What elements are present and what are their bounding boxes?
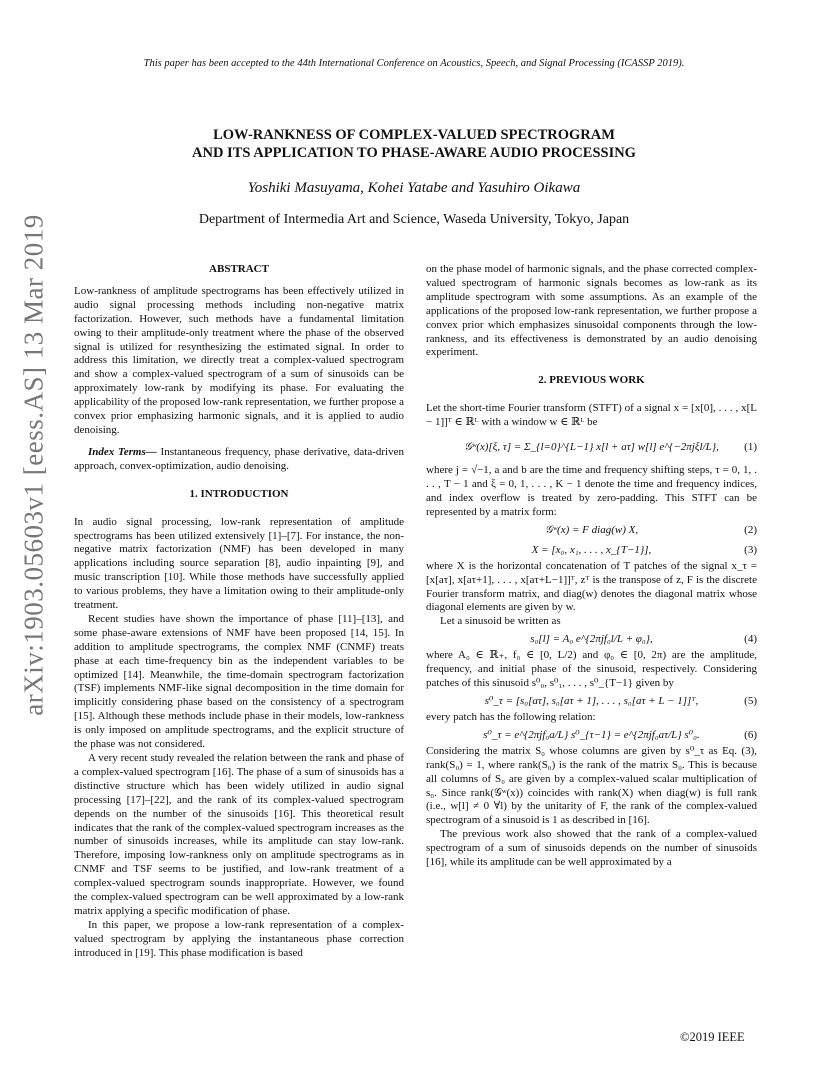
title-line-1: LOW-RANKNESS OF COMPLEX-VALUED SPECTROGRAM <box>213 127 615 143</box>
authors: Yoshiki Masuyama, Kohei Yatabe and Yasuhiro Oikawa <box>247 180 581 196</box>
index-terms <box>74 446 404 474</box>
intro-continuation: on the phase model of harmonic signals, and the phase corrected complex-valued spectrogram of harmonic signals becomes as low-rank as its amplitude spectrogram with some assumptions. As an example of the applications of the proposed low-rank representation, we further propose a convex prior which emphasizes sinusoidal components through the low-rankness, and its effectiveness is demonstrated by an audio denoising experiment. <box>426 263 757 359</box>
arxiv-sidebar-stamp <box>12 214 56 716</box>
introduction-heading: 1. INTRODUCTION <box>189 487 289 500</box>
equation-3-body: X = [x₀, x₁, . . . , x_{T−1}], <box>531 543 652 556</box>
equation-2 <box>426 520 757 540</box>
equation-3 <box>426 540 757 560</box>
right-column <box>426 263 757 870</box>
intro-paragraph: Recent studies have shown the importance of phase [11]–[13], and some phase-aware extensions of NMF have been proposed [14, 15]. In addition to amplitude spectrograms, the complex NMF (CNMF) treats phase at each time-frequency bin as the independent variables to be optimized [14]. Meanwhile, the time-domain spectrogram factorization (TSF) implements NMF-like signal decomposition in the time domain for implicitly considering phase based on the consistency of a spectrogram [15]. Although these methods include phase in their models, low-rankness is only imposed on amplitude spectrograms, and the explicit structure of the phase was not considered. <box>74 612 404 751</box>
intro-paragraph: In this paper, we propose a low-rank representation of a complex-valued spectrogram by applying the instantaneous phase correction introduced in [19]. This phase modification is based <box>74 918 404 959</box>
body-paragraph: where A₀ ∈ ℝ₊, f₀ ∈ [0, L/2) and φ₀ ∈ [0, 2π) are the amplitude, frequency, and initial phase of the sinusoid, respectively. Considering patches of this sinusoid s⁰₀, s⁰₁, . . . , s⁰_{T−1} given by <box>426 649 757 690</box>
equation-4-body: s₀[l] = A₀ e^{2πjf₀l/L + φ₀}, <box>530 633 653 646</box>
equation-1-number: (1) <box>744 441 757 454</box>
paper-title <box>0 126 828 162</box>
arxiv-id: arXiv:1903.05603v1 [eess.AS] 13 Mar 2019 <box>18 214 49 716</box>
equation-4-number: (4) <box>744 633 757 646</box>
intro-paragraph: In audio signal processing, low-rank representation of amplitude spectrograms has been utilized extensively [1]–[7]. For instance, the non-negative matrix factorization (NMF) has been developed in many applications including source separation [8], audio inpainting [9], and music transcription [10]. While those methods have successfully applied to various problems, they have a limitation owing to their amplitude-only treatment. <box>74 515 404 612</box>
left-column <box>74 263 404 961</box>
previous-work-heading: 2. PREVIOUS WORK <box>538 374 645 387</box>
abstract-heading: ABSTRACT <box>209 263 269 275</box>
body-paragraph: Considering the matrix S₀ whose columns are given by s⁰_τ as Eq. (3), rank(S₀) = 1, where rank(S₀) is the rank of the matrix S₀. This is because all columns of S₀ are given by a complex-valued scalar multiplication of s₀. Since rank(𝒢ʷ(x)) coincides with rank(X) when diag(w) is full rank (i.e., w[l] ≠ 0 ∀l) by the unitarity of F, the rank of the complex-valued spectrogram of a sinusoid is 1 as described in [16]. <box>426 744 757 827</box>
equation-5-body: s⁰_τ = [s₀[aτ], s₀[aτ + 1], . . . , s₀[aτ + L − 1]]ᵀ, <box>484 694 699 707</box>
equation-5 <box>426 691 757 711</box>
index-terms-label: Index Terms— <box>88 445 157 458</box>
equation-3-number: (3) <box>744 543 757 556</box>
equation-2-number: (2) <box>744 523 757 536</box>
abstract-text: Low-rankness of amplitude spectrograms has been effectively utilized in audio signal processing methods including non-negative matrix factorization. However, such methods have a fundamental limitation owing to their amplitude-only treatment where the phase of the observed signal is utilized for resynthesizing the estimated signal. In order to address this limitation, we directly treat a complex-valued spectrogram and show a complex-valued spectrogram of a sum of sinusoids can be approximately low-rank by modifying its phase. For evaluating the applicability of the proposed low-rank representation, we further propose a convex prior emphasizing harmonic signals, and it is applied to audio denoising. <box>74 284 404 436</box>
equation-6-body: s⁰_τ = e^{2πjf₀a/L} s⁰_{τ−1} = e^{2πjf₀aτ/L} s⁰₀. <box>483 728 700 741</box>
body-paragraph: every patch has the following relation: <box>426 710 596 723</box>
equation-6 <box>426 725 757 745</box>
equation-5-number: (5) <box>744 694 757 707</box>
index-terms-text: Instantaneous frequency, phase derivative, data-driven approach, convex-optimization, audio denoising. <box>74 445 404 472</box>
affiliation: Department of Intermedia Art and Science, Waseda University, Tokyo, Japan <box>198 212 630 227</box>
body-paragraph: Let the short-time Fourier transform (STFT) of a signal x = [x[0], . . . , x[L − 1]]ᵀ ∈ ℝᴸ with a window w ∈ ℝᴸ be <box>426 402 757 429</box>
title-line-2: AND ITS APPLICATION TO PHASE-AWARE AUDIO PROCESSING <box>192 145 636 161</box>
copyright-notice: ©2019 IEEE <box>680 1030 745 1044</box>
equation-1-body: 𝒢ʷ(x)[ξ, τ] = Σ_{l=0}^{L−1} x[l + aτ] w[l] e^{−2πjξl/L}, <box>464 441 719 454</box>
body-paragraph: The previous work also showed that the rank of a complex-valued spectrogram of a sum of sinusoids depends on the number of sinusoids [16], while its amplitude can be well approximated by a <box>426 828 757 869</box>
equation-4 <box>426 629 757 649</box>
equation-2-body: 𝒢ʷ(x) = F diag(w) X, <box>544 523 639 536</box>
body-paragraph: Let a sinusoid be written as <box>440 615 561 628</box>
acceptance-notice: This paper has been accepted to the 44th International Conference on Acoustics, Speech, and Signal Processing (ICASSP 2019). <box>143 58 685 69</box>
body-paragraph: where j = √−1, a and b are the time and frequency shifting steps, τ = 0, 1, . . . , T − 1 and ξ = 0, 1, . . . , K − 1 denote the time and frequency indices, and index overflow is treated by zero-padding. This STFT can be represented by a matrix form: <box>426 464 757 518</box>
equation-6-number: (6) <box>744 728 757 741</box>
intro-paragraph: A very recent study revealed the relation between the rank and phase of a complex-valued spectrogram [16]. The phase of a sum of sinusoids has a distinctive structure which has been widely utilized in audio signal processing [17]–[22], and the rank of its complex-valued spectrogram depends on the number of the sinusoids [16]. This theoretical result indicates that the rank of the complex-valued spectrogram increases as the number of sinusoids increases, while its amplitude can stay low-rank. Therefore, imposing low-rankness only on amplitude spectrograms as in CNMF and TSF seems to be justified, and low-rank treatment of a complex-valued spectrogram sounds inappropriate. However, we found the complex-valued spectrogram can be well approximated by a low-rank matrix applying a specific modification of phase. <box>74 752 404 917</box>
equation-1 <box>426 430 757 464</box>
body-paragraph: where X is the horizontal concatenation of T patches of the signal x_τ = [x[aτ], x[aτ+1], . . . , x[aτ+L−1]]ᵀ, zᵀ is the transpose of z, F is the discrete Fourier transform matrix, and diag(w) denotes the diagonal matrix whose diagonal elements are given by w. <box>426 559 757 614</box>
